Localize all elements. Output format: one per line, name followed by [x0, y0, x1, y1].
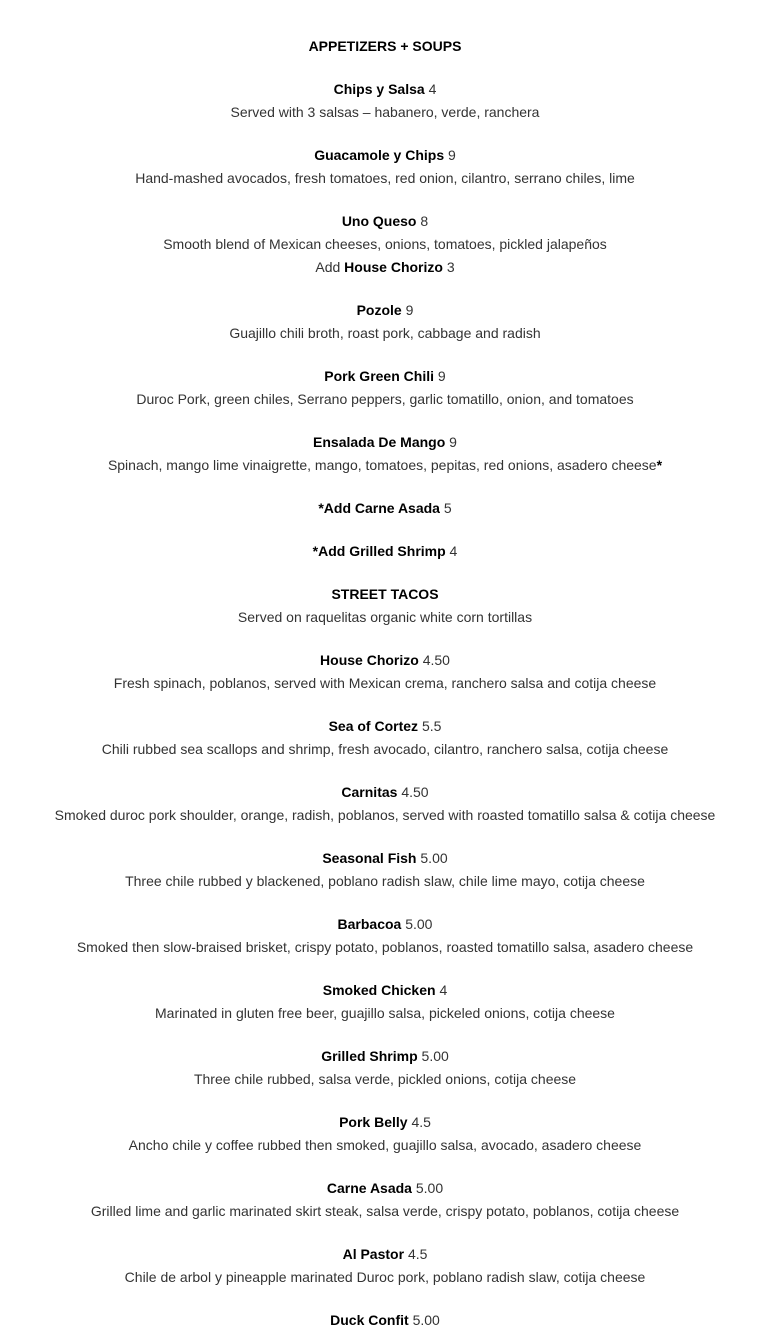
item-price: 9 [405, 302, 414, 318]
item-name: *Add Carne Asada [318, 500, 440, 516]
item-description: Duroc Pork, green chiles, Serrano peppers, garlic tomatillo, onion, and tomatoes [136, 391, 634, 407]
item-name: Pozole [356, 302, 402, 318]
addon-name: House Chorizo [344, 259, 443, 275]
item-price: 4.5 [407, 1246, 428, 1262]
menu-item-title [0, 145, 770, 168]
section-heading-street-tacos: STREET TACOS [331, 586, 439, 602]
section-heading-appetizers: APPETIZERS + SOUPS [308, 38, 462, 54]
menu-item-title [0, 300, 770, 323]
item-name: Seasonal Fish [322, 850, 417, 866]
item-description: Fresh spinach, poblanos, served with Mexican crema, ranchero salsa and cotija cheese [113, 675, 657, 691]
item-price: 5.5 [421, 718, 442, 734]
menu-item-title [0, 1178, 770, 1201]
description-text: Spinach, mango lime vinaigrette, mango, tomatoes, pepitas, red onions, asadero cheese [107, 457, 657, 473]
item-name: Guacamole y Chips [314, 147, 445, 163]
item-name: House Chorizo [320, 652, 419, 668]
menu-item-title [0, 366, 770, 389]
section-subtitle: Served on raquelitas organic white corn tortillas [237, 609, 533, 625]
menu-item-title [0, 914, 770, 937]
item-price: 4 [428, 81, 437, 97]
item-name: Barbacoa [337, 916, 402, 932]
item-price: 4 [449, 543, 458, 559]
item-description: Chili rubbed sea scallops and shrimp, fresh avocado, cilantro, ranchero salsa, cotija cheese [101, 741, 669, 757]
item-price: 5.00 [421, 1048, 449, 1064]
menu-item-title [0, 1244, 770, 1267]
item-description: Served with 3 salsas – habanero, verde, ranchera [230, 104, 540, 120]
item-price: 9 [437, 368, 446, 384]
item-price: 5.00 [420, 850, 448, 866]
addon-prefix: Add [315, 259, 341, 275]
item-description: Smoked then slow-braised brisket, crispy potato, poblanos, roasted tomatillo salsa, asadero cheese [76, 939, 694, 955]
item-description: Hand-mashed avocados, fresh tomatoes, red onion, cilantro, serrano chiles, lime [135, 170, 635, 186]
item-name: Uno Queso [341, 213, 417, 229]
item-description: Smooth blend of Mexican cheeses, onions, tomatoes, pickled jalapeños [163, 236, 607, 252]
item-price: 9 [449, 434, 457, 450]
item-description: Three chile rubbed y blackened, poblano radish slaw, chile lime mayo, cotija cheese [125, 873, 645, 889]
item-name: Carnitas [341, 784, 398, 800]
item-price: 5.00 [415, 1180, 444, 1196]
item-price: 4.50 [422, 652, 450, 668]
menu-item-title [0, 782, 770, 805]
item-name: Duck Confit [330, 1312, 409, 1328]
item-name: Sea of Cortez [328, 718, 419, 734]
item-description: Guajillo chili broth, roast pork, cabbage and radish [229, 325, 541, 341]
addon-price: 3 [446, 259, 455, 275]
item-price: 4.5 [411, 1114, 431, 1130]
item-price: 5 [443, 500, 452, 516]
menu-item-title [0, 1046, 770, 1069]
menu-item-title [0, 1310, 770, 1333]
menu-item-title [0, 980, 770, 1003]
menu-item-title [0, 79, 770, 102]
item-name: Grilled Shrimp [321, 1048, 418, 1064]
item-description: Grilled lime and garlic marinated skirt steak, salsa verde, crispy potato, poblanos, cotija cheese [90, 1203, 680, 1219]
item-name: Pork Green Chili [324, 368, 434, 384]
item-name: Pork Belly [339, 1114, 408, 1130]
item-price: 9 [448, 147, 456, 163]
item-addon [0, 257, 770, 280]
item-description: Ancho chile y coffee rubbed then smoked, guajillo salsa, avocado, asadero cheese [128, 1137, 642, 1153]
menu-item-title [0, 541, 770, 564]
menu-item-title [0, 848, 770, 871]
item-name: Carne Asada [326, 1180, 412, 1196]
menu-item-title [0, 1112, 770, 1135]
item-price: 5.00 [405, 916, 433, 932]
item-name: Chips y Salsa [333, 81, 425, 97]
item-name: *Add Grilled Shrimp [312, 543, 446, 559]
menu-document [0, 36, 770, 1333]
item-name: Al Pastor [342, 1246, 405, 1262]
item-price: 8 [420, 213, 429, 229]
item-description: Three chile rubbed, salsa verde, pickled onions, cotija cheese [193, 1071, 577, 1087]
item-description [0, 455, 770, 478]
item-price: 4 [439, 982, 448, 998]
menu-item-title [0, 432, 770, 455]
menu-item-title [0, 498, 770, 521]
item-price: 5.00 [412, 1312, 440, 1328]
item-description: Smoked duroc pork shoulder, orange, radish, poblanos, served with roasted tomatillo salsa & cotija cheese [54, 807, 716, 823]
item-name: Ensalada De Mango [313, 434, 446, 450]
menu-item-title [0, 716, 770, 739]
menu-item-title [0, 650, 770, 673]
item-price: 4.50 [401, 784, 429, 800]
item-name: Smoked Chicken [322, 982, 436, 998]
item-description: Marinated in gluten free beer, guajillo salsa, pickeled onions, cotija cheese [155, 1005, 615, 1021]
asterisk-mark: * [656, 457, 663, 473]
item-description: Chile de arbol y pineapple marinated Duroc pork, poblano radish slaw, cotija cheese [124, 1269, 646, 1285]
menu-item-title [0, 211, 770, 234]
